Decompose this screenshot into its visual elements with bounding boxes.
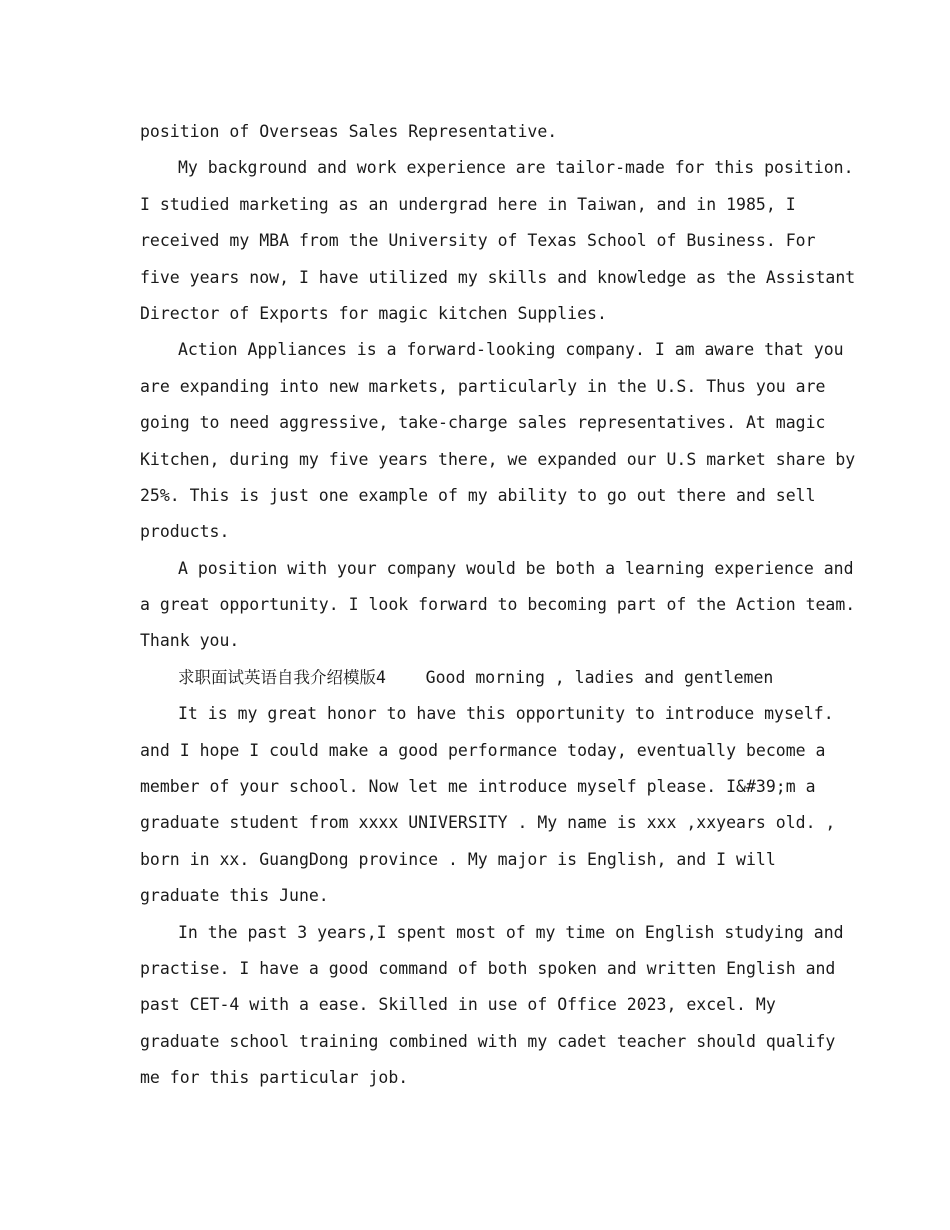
document-body bbox=[140, 114, 856, 1097]
text-line: 25%. This is just one example of my ability to go out there and sell bbox=[140, 485, 816, 505]
text-line: Kitchen, during my five years there, we expanded our U.S market share by bbox=[140, 449, 856, 469]
text-line: are expanding into new markets, particularly in the U.S. Thus you are bbox=[140, 376, 826, 396]
text-line: products. bbox=[140, 522, 230, 542]
text-line: five years now, I have utilized my skills and knowledge as the Assistant bbox=[140, 267, 856, 287]
text-line: I studied marketing as an undergrad here in Taiwan, and in 1985, I bbox=[140, 194, 796, 214]
text-line: My background and work experience are tailor-made for this position. bbox=[178, 158, 854, 178]
text-line: A position with your company would be both a learning experience and bbox=[178, 558, 854, 578]
text-line: member of your school. Now let me introduce myself please. I&#39;m a bbox=[140, 777, 816, 797]
text-line: graduate student from xxxx UNIVERSITY . My name is xxx ,xxyears old. , bbox=[140, 813, 836, 833]
text-line: and I hope I could make a good performance today, eventually become a bbox=[140, 740, 826, 760]
text-line: Action Appliances is a forward-looking company. I am aware that you bbox=[178, 340, 844, 360]
text-line: Thank you. bbox=[140, 631, 240, 651]
text-line: me for this particular job. bbox=[140, 1068, 409, 1088]
section-heading-line: 求职面试英语自我介绍模版4 Good morning , ladies and gentlemen bbox=[178, 667, 774, 687]
text-line: past CET-4 with a ease. Skilled in use of Office 2023, excel. My bbox=[140, 995, 776, 1015]
text-line: born in xx. GuangDong province . My major is English, and I will bbox=[140, 849, 776, 869]
text-line: It is my great honor to have this opportunity to introduce myself. bbox=[178, 704, 834, 724]
text-line: In the past 3 years,I spent most of my time on English studying and bbox=[178, 922, 844, 942]
text-line: practise. I have a good command of both spoken and written English and bbox=[140, 958, 836, 978]
text-line: a great opportunity. I look forward to becoming part of the Action team. bbox=[140, 595, 856, 615]
text-line: graduate this June. bbox=[140, 886, 329, 906]
text-line: position of Overseas Sales Representative. bbox=[140, 122, 558, 141]
text-line: received my MBA from the University of Texas School of Business. For bbox=[140, 231, 816, 251]
text-line: graduate school training combined with my cadet teacher should qualify bbox=[140, 1031, 836, 1051]
text-line: Director of Exports for magic kitchen Supplies. bbox=[140, 303, 607, 323]
text-line: going to need aggressive, take-charge sales representatives. At magic bbox=[140, 413, 826, 433]
